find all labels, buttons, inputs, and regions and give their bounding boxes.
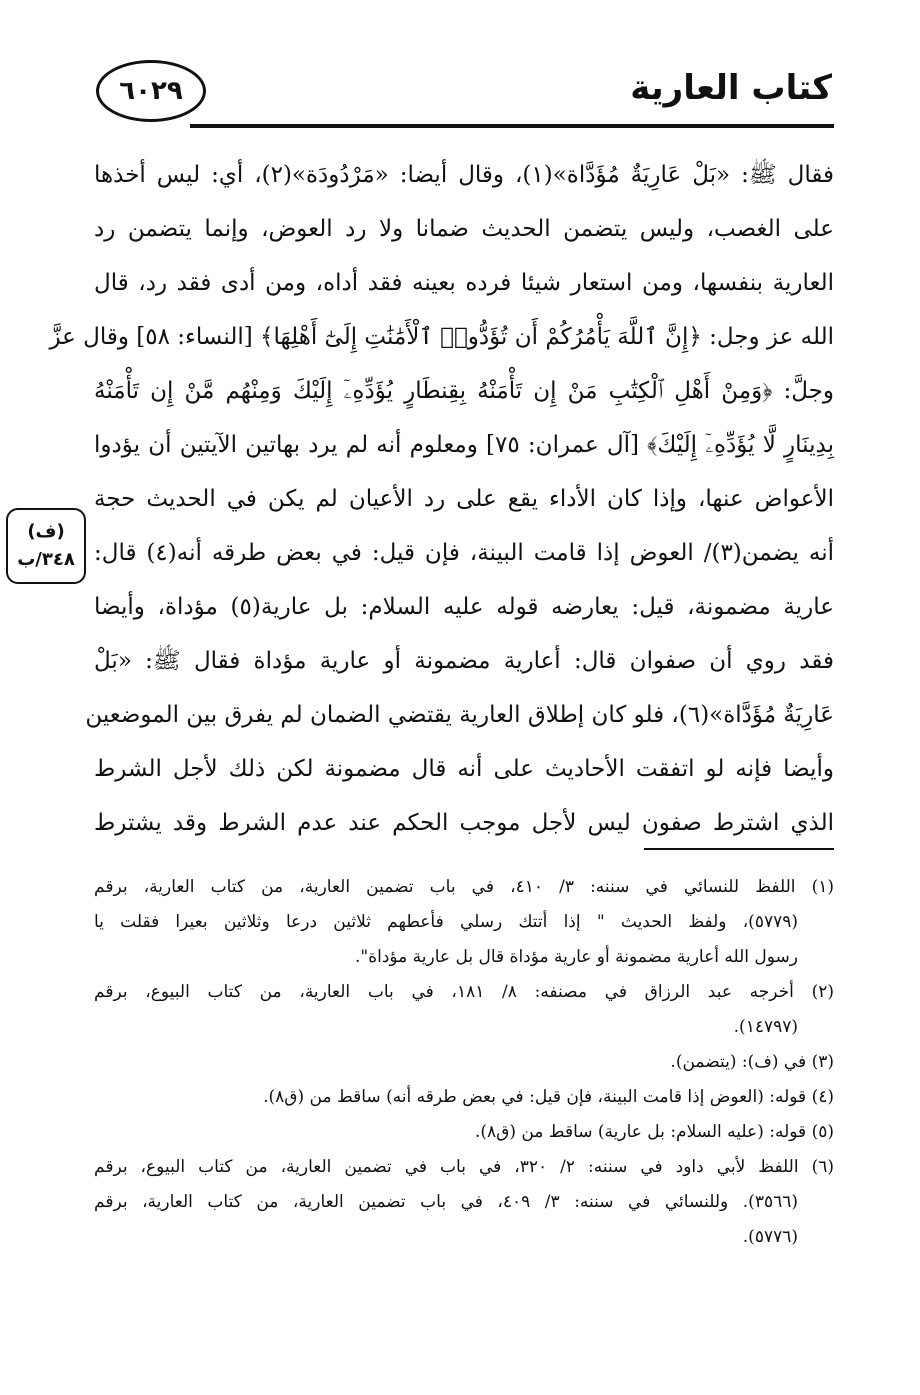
footnote-line: (٤) قوله: (العوض إذا قامت البينة، فإن قيل: في بعض طرقه أنه) ساقط من (ق٨). — [263, 1087, 834, 1107]
footnote-line: (٥) قوله: (عليه السلام: بل عارية) ساقط من (ق٨). — [474, 1122, 834, 1142]
text-line: أنه يضمن(٣)/ العوض إذا قامت البينة، فإن قيل: في بعض طرقه أنه(٤) قال: — [94, 540, 835, 566]
footnote-line: (٣٥٦٦). وللنسائي في سننه: ٣/ ٤٠٩، في باب تضمين العارية، من كتاب العارية، برقم — [94, 1192, 798, 1212]
manuscript-folio-note — [6, 508, 86, 584]
footnote-line: رسول الله أعارية مضمونة أو عارية مؤداة قال بل عارية مؤداة". — [354, 947, 798, 967]
text-line: الله عز وجل: ﴿إِنَّ ٱللَّهَ يَأْمُرُكُمْ أَن تُؤَدُّوا۟ ٱلْأَمَٰنَٰتِ إِلَىٰٓ أَهْلِهَا﴾ [النساء: ٥٨] وقال عزَّ — [49, 324, 834, 350]
footnotes — [94, 870, 834, 1255]
text-line: عارية مضمونة، قيل: يعارضه قوله عليه السلام: بل عارية(٥) مؤداة، وأيضا — [94, 594, 834, 620]
footnote-line: (٣) في (ف): (يتضمن). — [670, 1052, 834, 1072]
footnote-line: (١) اللفظ للنسائي في سننه: ٣/ ٤١٠، في باب تضمين العارية، من كتاب العارية، برقم — [94, 877, 834, 897]
text-line: على الغصب، وليس يتضمن الحديث ضمانا ولا رد العوض، وإنما يتضمن رد — [94, 216, 834, 242]
footnote-line: (٢) أخرجه عبد الرزاق في مصنفه: ٨/ ١٨١، في باب العارية، من كتاب البيوع، برقم — [94, 982, 835, 1002]
text-line: وجلَّ: ﴿وَمِنْ أَهْلِ ٱلْكِتَٰبِ مَنْ إِن تَأْمَنْهُ بِقِنطَارٍ يُؤَدِّهِۦٓ إِلَيْكَ وَمِنْهُم مَّنْ إِن تَأْمَنْهُ — [94, 378, 834, 404]
text-line: الذي اشترط صفون ليس لأجل موجب الحكم عند عدم الشرط وقد يشترط — [94, 810, 834, 836]
text-line: وأيضا فإنه لو اتفقت الأحاديث على أنه قال مضمونة لكن ذلك لأجل الشرط — [94, 756, 834, 782]
text-line: عَارِيَةٌ مُؤَدَّاة»(٦)، فلو كان إطلاق العارية يقتضي الضمان لم يفرق بين الموضعين — [85, 702, 834, 728]
footnote-line: (٥٧٧٩)، ولفظ الحديث " إذا أتتك رسلي فأعطهم ثلاثين درعا وثلاثين بعيرا فقلت يا — [94, 912, 798, 932]
text-line: العارية بنفسها، ومن استعار شيئا فرده بعينه فقد أداه، ومن أدى فقد رد، قال — [94, 270, 834, 296]
header-rule — [190, 124, 834, 128]
footnote-line: (١٤٧٩٧). — [733, 1017, 798, 1037]
margin-note-line1: (ف) — [27, 521, 65, 542]
page-number-text: ٦٠٢٩ — [119, 76, 183, 106]
text-line: الأعواض عنها، وإذا كان الأداء يقع على رد الأعيان لم يكن في الحديث حجة — [94, 486, 834, 512]
footnote-separator — [644, 848, 834, 850]
footnote-line: (٥٧٧٦). — [742, 1227, 798, 1247]
main-text — [49, 148, 835, 850]
footnote-line: (٦) اللفظ لأبي داود في سننه: ٢/ ٣٢٠، في باب في تضمين العارية، من كتاب البيوع، برقم — [94, 1157, 834, 1177]
text-line: بِدِينَارٍ لَّا يُؤَدِّهِۦٓ إِلَيْكَ﴾ [آل عمران: ٧٥] ومعلوم أنه لم يرد بهاتين الآيتين أن يؤدوا — [94, 432, 834, 458]
running-head-title: كتاب العارية — [630, 68, 832, 108]
margin-note-line2: ٣٤٨/ب — [17, 549, 75, 570]
text-line: فقال ﷺ: «بَلْ عَارِيَةٌ مُؤَدَّاة»(١)، وقال أيضا: «مَرْدُودَة»(٢)، أي: ليس أخذها — [94, 162, 834, 188]
text-line: فقد روي أن صفوان قال: أعارية مضمونة أو عارية مؤداة فقال ﷺ: «بَلْ — [94, 648, 834, 674]
page-number — [96, 60, 206, 122]
